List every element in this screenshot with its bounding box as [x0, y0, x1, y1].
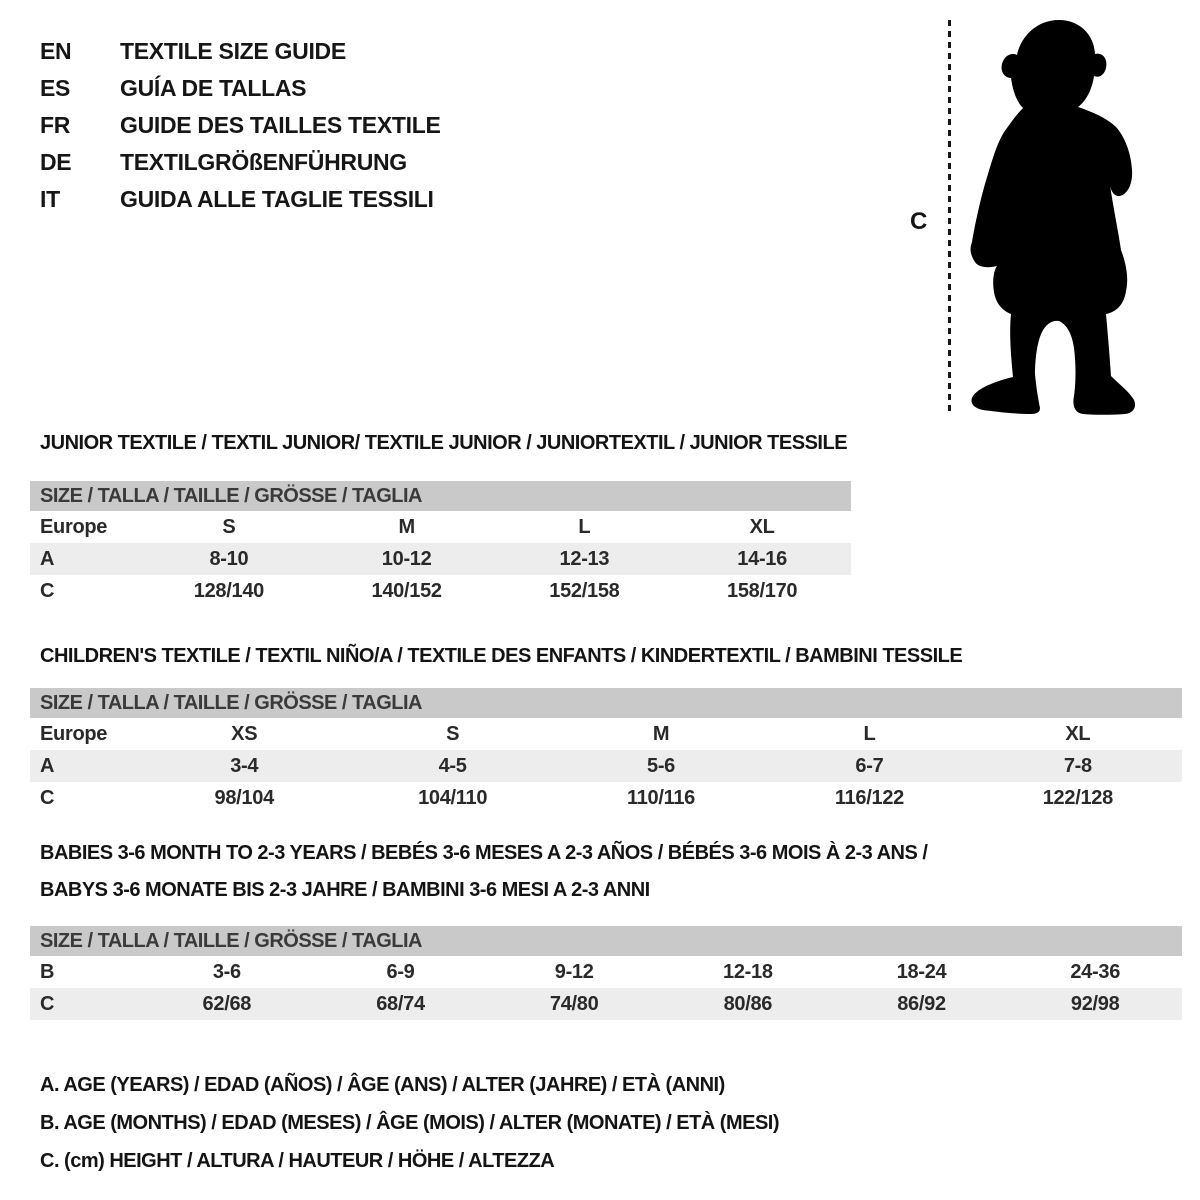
table-row-c — [30, 988, 1182, 1020]
legend-line-b: B. AGE (MONTHS) / EDAD (MESES) / ÂGE (MOIS) / ALTER (MONATE) / ETÀ (MESI) — [40, 1111, 780, 1134]
legend-line-c: C. (cm) HEIGHT / ALTURA / HAUTEUR / HÖHE / ALTEZZA — [40, 1149, 555, 1172]
children-section-title: CHILDREN'S TEXTILE / TEXTIL NIÑO/A / TEXTILE DES ENFANTS / KINDERTEXTIL / BAMBINI TESSILE — [40, 645, 963, 667]
size-cell: 9-12 — [554, 960, 594, 983]
babies-table — [30, 926, 1182, 1020]
size-cell: M — [652, 722, 670, 745]
guide-title-es: GUÍA DE TALLAS — [120, 75, 307, 101]
size-cell: 68/74 — [376, 992, 425, 1015]
table-row-b — [30, 956, 1182, 988]
size-header-bar: SIZE / TALLA / TAILLE / GRÖSSE / TAGLIA — [30, 481, 851, 511]
size-cell: 24-36 — [1070, 960, 1121, 983]
size-cell: 5-6 — [647, 754, 676, 777]
size-cell: 62/68 — [202, 992, 252, 1015]
lang-code: IT — [40, 186, 60, 212]
lang-code: EN — [40, 38, 72, 64]
height-measure-dashed-line — [948, 20, 951, 416]
language-title-list — [40, 33, 441, 218]
size-cell: 3-6 — [212, 960, 241, 983]
size-cell: 12-18 — [723, 960, 773, 983]
size-cell: S — [222, 515, 236, 538]
guide-title-en: TEXTILE SIZE GUIDE — [120, 38, 346, 64]
lang-code: DE — [40, 149, 72, 175]
size-cell: 158/170 — [727, 579, 798, 602]
row-label: C — [40, 579, 55, 602]
babies-section-title — [40, 835, 927, 909]
junior-table — [30, 481, 851, 607]
size-cell: 152/158 — [549, 579, 620, 602]
size-header-bar: SIZE / TALLA / TAILLE / GRÖSSE / TAGLIA — [30, 926, 1182, 956]
babies-title-line1: BABIES 3-6 MONTH TO 2-3 YEARS / BEBÉS 3-6 MESES A 2-3 AÑOS / BÉBÉS 3-6 MOIS À 2-3 ANS / — [40, 842, 928, 864]
size-cell: 4-5 — [438, 754, 467, 777]
lang-code: FR — [40, 112, 71, 138]
table-row-a — [30, 750, 1182, 782]
row-label: A — [40, 547, 55, 570]
row-label: B — [40, 960, 55, 983]
lang-row-es — [40, 70, 441, 107]
size-header-bar: SIZE / TALLA / TAILLE / GRÖSSE / TAGLIA — [30, 688, 1182, 718]
legend-line-a: A. AGE (YEARS) / EDAD (AÑOS) / ÂGE (ANS) / ALTER (JAHRE) / ETÀ (ANNI) — [40, 1073, 725, 1096]
size-cell: M — [398, 515, 415, 538]
babies-title-line2: BABYS 3-6 MONATE BIS 2-3 JAHRE / BAMBINI 3-6 MESI A 2-3 ANNI — [40, 879, 650, 901]
children-table — [30, 688, 1182, 814]
row-label: C — [40, 992, 55, 1015]
size-cell: 86/92 — [897, 992, 946, 1015]
size-cell: 18-24 — [896, 960, 947, 983]
size-cell: 140/152 — [371, 579, 442, 602]
measurement-legend — [40, 1066, 779, 1180]
size-cell: L — [863, 722, 876, 745]
row-label: Europe — [40, 515, 108, 538]
row-label: A — [40, 754, 55, 777]
size-cell: 10-12 — [381, 547, 432, 570]
size-cell: 7-8 — [1063, 754, 1092, 777]
size-cell: S — [446, 722, 460, 745]
table-row-c — [30, 575, 851, 607]
size-cell: 98/104 — [214, 786, 274, 809]
size-cell: 122/128 — [1042, 786, 1113, 809]
table-row-europe — [30, 718, 1182, 750]
size-cell: 116/122 — [834, 786, 904, 809]
lang-row-fr — [40, 107, 441, 144]
junior-section-title: JUNIOR TEXTILE / TEXTIL JUNIOR/ TEXTILE JUNIOR / JUNIORTEXTIL / JUNIOR TESSILE — [40, 432, 848, 454]
table-row-a — [30, 543, 851, 575]
size-cell: 6-9 — [386, 960, 415, 983]
row-label: Europe — [40, 722, 108, 745]
size-cell: 74/80 — [549, 992, 599, 1015]
lang-code: ES — [40, 75, 71, 101]
lang-row-en — [40, 33, 441, 70]
size-cell: 8-10 — [209, 547, 249, 570]
size-cell: XL — [1065, 722, 1091, 745]
guide-title-it: GUIDA ALLE TAGLIE TESSILI — [120, 186, 434, 212]
size-cell: 110/116 — [627, 786, 696, 809]
guide-title-de: TEXTILGRÖßENFÜHRUNG — [120, 149, 407, 175]
guide-title-fr: GUIDE DES TAILLES TEXTILE — [120, 112, 441, 138]
lang-row-it — [40, 181, 441, 218]
size-cell: 12-13 — [559, 547, 610, 570]
height-measure-label: C — [910, 208, 928, 235]
table-row-c — [30, 782, 1182, 814]
table-row-europe — [30, 511, 851, 543]
toddler-silhouette — [967, 18, 1137, 418]
size-cell: XL — [749, 515, 775, 538]
row-label: C — [40, 786, 55, 809]
size-cell: 3-4 — [230, 754, 259, 777]
size-cell: 80/86 — [723, 992, 773, 1015]
size-cell: 6-7 — [855, 754, 884, 777]
lang-row-de — [40, 144, 441, 181]
size-cell: 104/110 — [418, 786, 488, 809]
size-cell: 14-16 — [737, 547, 787, 570]
size-cell: L — [578, 515, 591, 538]
size-cell: 92/98 — [1070, 992, 1120, 1015]
size-cell: XS — [231, 722, 258, 745]
size-cell: 128/140 — [193, 579, 264, 602]
